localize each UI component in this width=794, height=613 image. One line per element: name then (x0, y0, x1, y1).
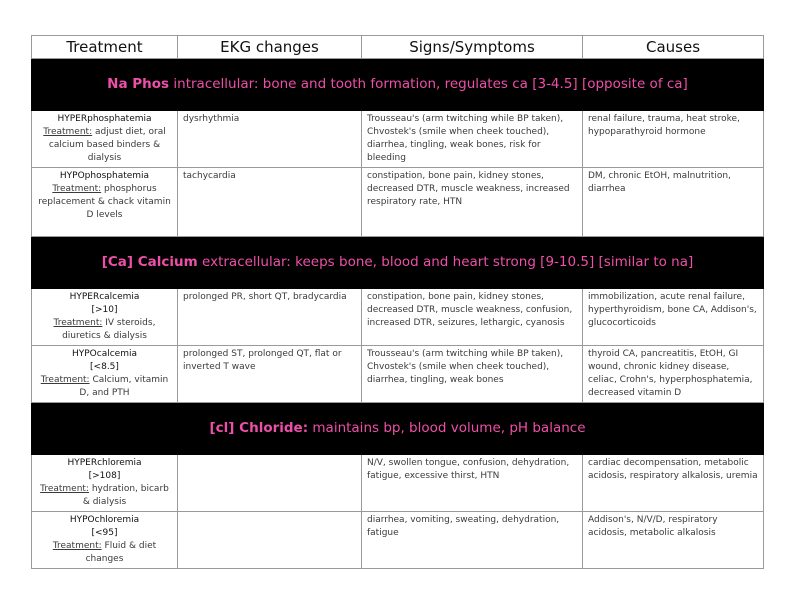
header-signs-symptoms: Signs/Symptoms (362, 36, 583, 59)
condition-cell (32, 346, 178, 403)
treatment-label: Treatment: (52, 541, 102, 551)
treatment-text: hydration, bicarb & dialysis (82, 484, 169, 507)
condition-name: HYPOchloremia (69, 515, 140, 525)
section-description: extracellular: keeps bone, blood and heart strong [9-10.5] [similar to na] (202, 254, 694, 270)
electrolyte-table (31, 35, 764, 569)
causes-cell: cardiac decompensation, metabolic acidosis, respiratory alkalosis, uremia (583, 455, 764, 512)
table-row (32, 512, 764, 569)
ekg-cell: dysrhythmia (178, 111, 362, 168)
causes-cell: renal failure, trauma, heat stroke, hypoparathyroid hormone (583, 111, 764, 168)
section-name: Na Phos (107, 76, 170, 92)
table-row (32, 346, 764, 403)
treatment-text: Calcium, vitamin D, and PTH (79, 375, 169, 398)
condition-cell (32, 111, 178, 168)
causes-cell: DM, chronic EtOH, malnutrition, diarrhea (583, 168, 764, 237)
treatment-text: adjust diet, oral calcium based binders & dialysis (48, 127, 166, 163)
condition-name: HYPERcalcemia (69, 292, 140, 302)
section-name: [cl] Chloride: (209, 420, 309, 436)
ekg-cell: prolonged PR, short QT, bradycardia (178, 289, 362, 346)
condition-range: [>108] (88, 471, 121, 481)
table-row (32, 455, 764, 512)
condition-name: HYPOcalcemia (71, 349, 137, 359)
ekg-cell (178, 455, 362, 512)
ekg-cell (178, 512, 362, 569)
signs-cell: constipation, bone pain, kidney stones, decreased DTR, muscle weakness, increased respiratory rate, HTN (362, 168, 583, 237)
condition-cell (32, 289, 178, 346)
section-band-chloride (32, 403, 764, 455)
treatment-label: Treatment: (43, 127, 93, 137)
condition-range: [>10] (91, 305, 118, 315)
condition-range: [<8.5] (90, 362, 119, 372)
signs-cell: Trousseau's (arm twitching while BP taken), Chvostek's (smile when cheek touched), diarrhea, tingling, weak bones, risk for bleeding (362, 111, 583, 168)
causes-cell: Addison's, N/V/D, respiratory acidosis, metabolic alkalosis (583, 512, 764, 569)
ekg-cell: prolonged ST, prolonged QT, flat or inverted T wave (178, 346, 362, 403)
condition-cell (32, 455, 178, 512)
condition-name: HYPOphosphatemia (59, 171, 150, 181)
ekg-cell: tachycardia (178, 168, 362, 237)
header-treatment: Treatment (32, 36, 178, 59)
condition-range: [<95] (91, 528, 118, 538)
condition-name: HYPERphosphatemia (57, 114, 152, 124)
table-row (32, 168, 764, 237)
treatment-text: phosphorus replacement & chack vitamin D levels (38, 184, 171, 220)
causes-cell: immobilization, acute renal failure, hyperthyroidism, bone CA, Addison's, glucocorticoids (583, 289, 764, 346)
treatment-label: Treatment: (40, 375, 90, 385)
treatment-label: Treatment: (40, 484, 89, 494)
signs-cell: Trousseau's (arm twitching while BP taken), Chvostek's (smile when cheek touched), diarrhea, tingling, weak bones (362, 346, 583, 403)
electrolyte-table-sheet (31, 35, 763, 569)
condition-cell (32, 512, 178, 569)
table-row (32, 111, 764, 168)
signs-cell: N/V, swollen tongue, confusion, dehydration, fatigue, excessive thirst, HTN (362, 455, 583, 512)
treatment-label: Treatment: (53, 318, 103, 328)
treatment-text: Fluid & diet changes (85, 541, 157, 564)
header-ekg-changes: EKG changes (178, 36, 362, 59)
condition-name: HYPERchloremia (67, 458, 142, 468)
treatment-text: IV steroids, diuretics & dialysis (62, 318, 156, 341)
section-name: [Ca] Calcium (101, 254, 198, 270)
condition-cell (32, 168, 178, 237)
header-causes: Causes (583, 36, 764, 59)
header-row (32, 36, 764, 59)
section-description: maintains bp, blood volume, pH balance (312, 420, 586, 436)
signs-cell: diarrhea, vomiting, sweating, dehydration, fatigue (362, 512, 583, 569)
section-band-calcium (32, 237, 764, 289)
treatment-label: Treatment: (52, 184, 102, 194)
table-row (32, 289, 764, 346)
section-band-phosphorus (32, 59, 764, 111)
causes-cell: thyroid CA, pancreatitis, EtOH, GI wound, chronic kidney disease, celiac, Crohn's, hyperphosphatemia, decreased vitamin D (583, 346, 764, 403)
section-description: intracellular: bone and tooth formation, regulates ca [3-4.5] [opposite of ca] (173, 76, 688, 92)
signs-cell: constipation, bone pain, kidney stones, decreased DTR, muscle weakness, confusion, increased DTR, seizures, lethargic, cyanosis (362, 289, 583, 346)
